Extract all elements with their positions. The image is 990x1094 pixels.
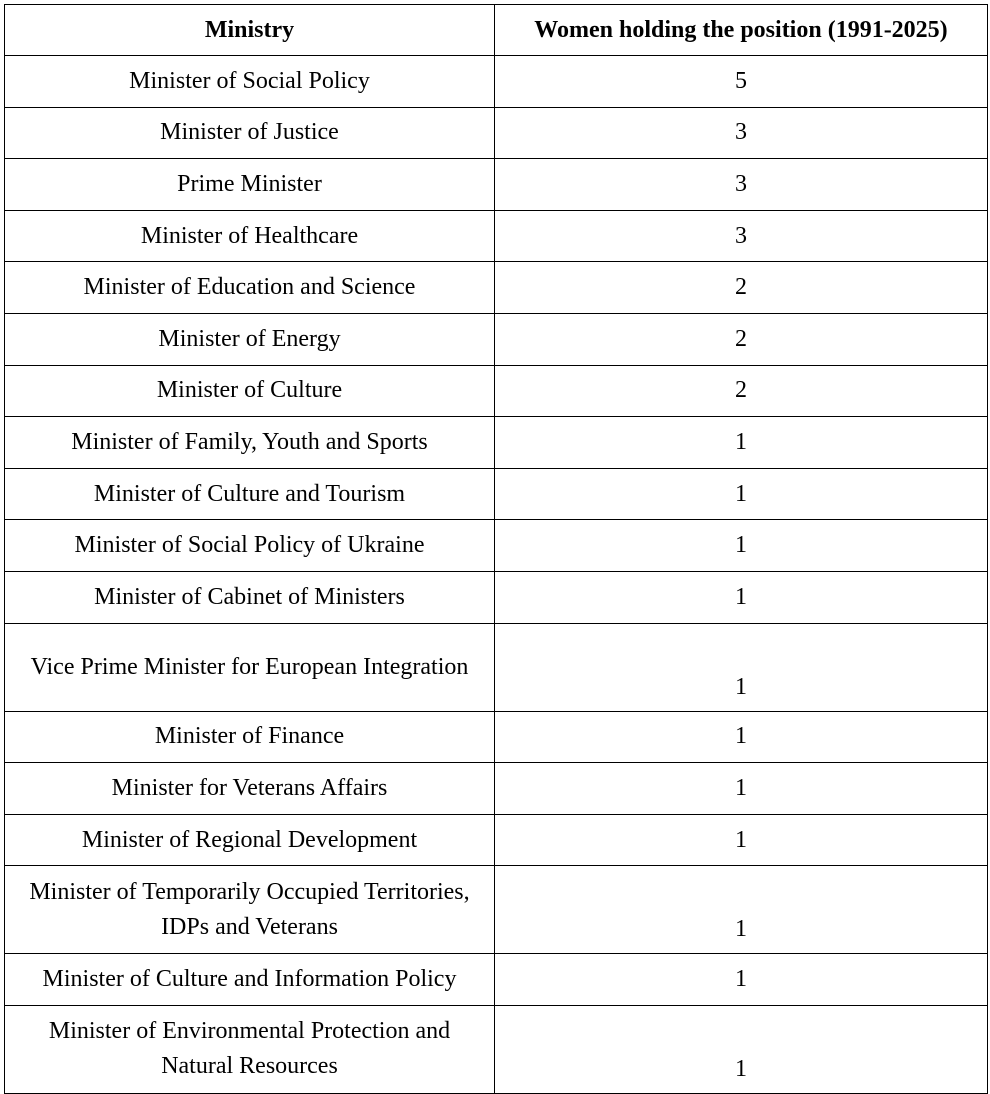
count-cell: 1 [495,468,988,520]
table-row [5,159,988,211]
ministries-table [4,4,988,1094]
header-women-count: Women holding the position (1991-2025) [495,5,988,56]
count-cell: 3 [495,210,988,262]
ministry-cell: Minister of Energy [5,313,495,365]
ministry-cell: Minister of Healthcare [5,210,495,262]
ministry-cell: Prime Minister [5,159,495,211]
table-row [5,623,988,711]
table-row [5,468,988,520]
count-cell: 3 [495,159,988,211]
ministry-cell: Vice Prime Minister for European Integration [5,623,495,711]
count-cell: 1 [495,711,988,763]
count-cell: 1 [495,954,988,1006]
count-cell: 3 [495,107,988,159]
count-cell: 1 [495,623,988,711]
table-row [5,313,988,365]
ministry-cell: Minister of Environmental Protection and Natural Resources [5,1005,495,1093]
count-cell: 1 [495,1005,988,1093]
ministry-cell: Minister of Education and Science [5,262,495,314]
ministry-cell: Minister of Justice [5,107,495,159]
count-cell: 1 [495,571,988,623]
ministry-cell: Minister of Temporarily Occupied Territories, IDPs and Veterans [5,866,495,954]
ministry-cell: Minister of Culture and Tourism [5,468,495,520]
header-ministry: Ministry [5,5,495,56]
table-row [5,954,988,1006]
table-row [5,262,988,314]
ministry-cell: Minister of Finance [5,711,495,763]
ministry-cell: Minister of Family, Youth and Sports [5,417,495,469]
table-row [5,711,988,763]
table-row [5,763,988,815]
table-row [5,866,988,954]
table-row [5,1005,988,1093]
table-row [5,56,988,108]
ministry-cell: Minister of Regional Development [5,814,495,866]
ministry-cell: Minister of Social Policy [5,56,495,108]
ministry-cell: Minister for Veterans Affairs [5,763,495,815]
count-cell: 1 [495,417,988,469]
table-header-row [5,5,988,56]
count-cell: 1 [495,520,988,572]
count-cell: 1 [495,763,988,815]
count-cell: 2 [495,313,988,365]
table-row [5,520,988,572]
table-row [5,210,988,262]
count-cell: 1 [495,814,988,866]
count-cell: 2 [495,365,988,417]
ministry-cell: Minister of Culture and Information Policy [5,954,495,1006]
ministry-cell: Minister of Cabinet of Ministers [5,571,495,623]
table-row [5,107,988,159]
count-cell: 2 [495,262,988,314]
count-cell: 1 [495,866,988,954]
count-cell: 5 [495,56,988,108]
table-row [5,365,988,417]
table-row [5,417,988,469]
ministry-cell: Minister of Social Policy of Ukraine [5,520,495,572]
table-row [5,814,988,866]
ministry-cell: Minister of Culture [5,365,495,417]
table-row [5,571,988,623]
